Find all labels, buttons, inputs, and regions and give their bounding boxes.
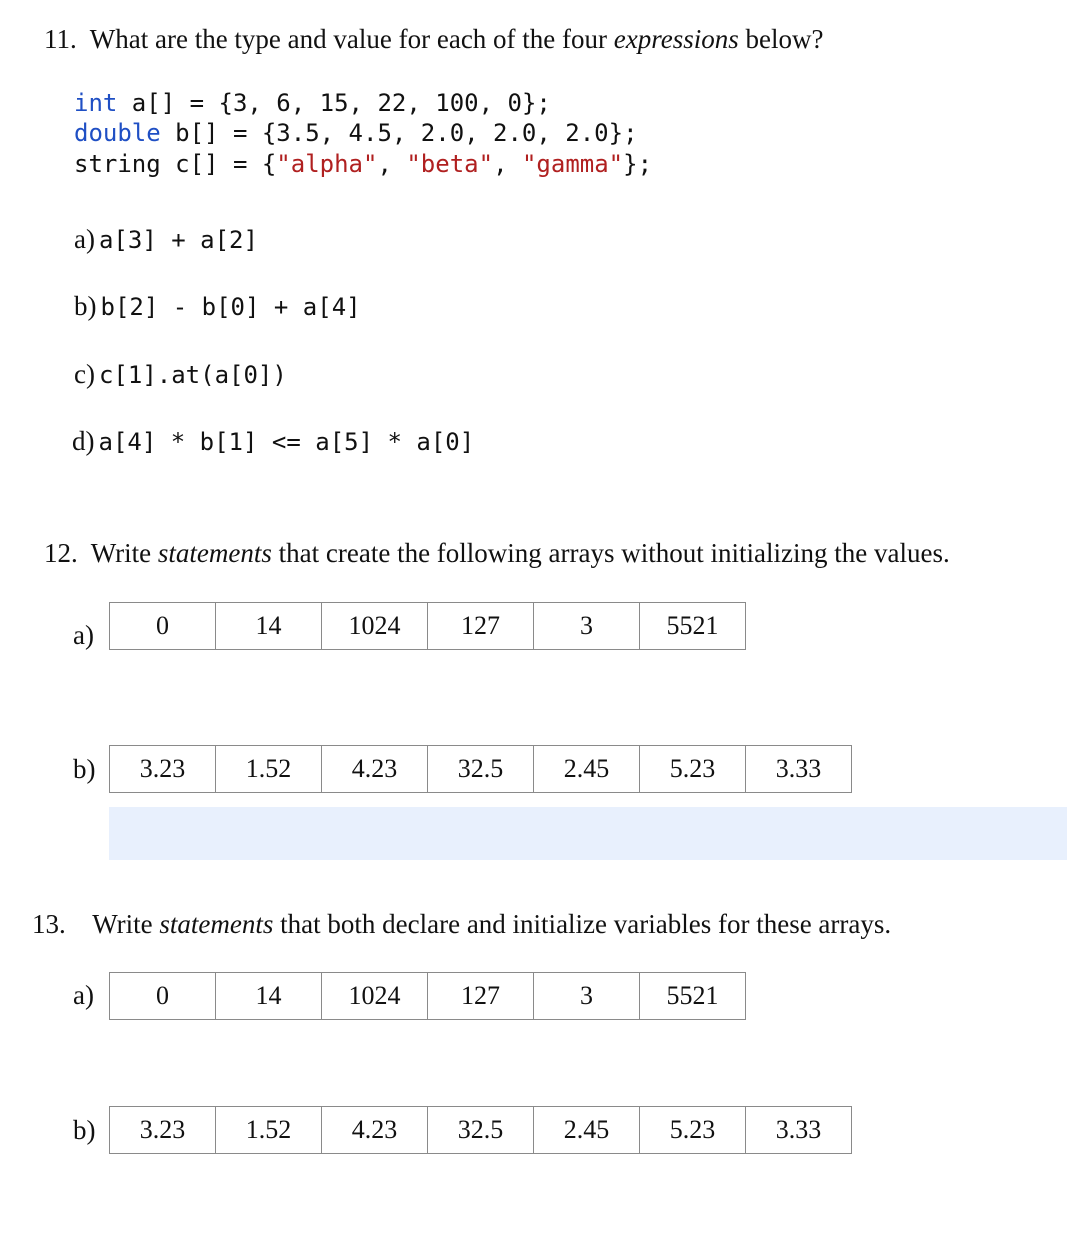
array-cell: 3.33 <box>746 745 852 793</box>
array-cell: 2.45 <box>534 1106 640 1154</box>
q13-number: 13. <box>32 909 66 939</box>
q12-text-after: that create the following arrays without initializing the values. <box>271 538 950 568</box>
part-label: b) <box>74 291 97 321</box>
q13-b-array <box>109 1106 852 1154</box>
q11-code-line-1 <box>74 89 551 117</box>
part-expression: a[4] * b[1] <= a[5] * a[0] <box>98 428 475 456</box>
array-cell: 1024 <box>322 602 428 650</box>
code-type-string: string <box>74 150 161 178</box>
q12-a-label: a) <box>73 620 94 650</box>
q13-text-em: statements <box>159 909 274 939</box>
part-label: a) <box>74 224 95 254</box>
code-line-3-rest-a: c[] = { <box>160 150 277 178</box>
array-cell: 32.5 <box>428 1106 534 1154</box>
array-cell: 5521 <box>640 972 746 1020</box>
q13-b-label: b) <box>73 1115 96 1145</box>
code-line-3-rest-b: }; <box>623 150 653 178</box>
array-cell: 1.52 <box>216 745 322 793</box>
q11-number: 11. <box>44 24 77 54</box>
q12-number: 12. <box>44 538 78 568</box>
array-cell: 4.23 <box>322 745 428 793</box>
q11-text-em: expressions <box>613 24 739 54</box>
array-cell: 3.33 <box>746 1106 852 1154</box>
q13-a-array <box>109 972 746 1020</box>
q11-code-line-2 <box>74 119 638 147</box>
q11-heading <box>44 24 823 55</box>
part-expression: a[3] + a[2] <box>98 226 258 254</box>
array-cell: 14 <box>216 972 322 1020</box>
array-cell: 127 <box>428 602 534 650</box>
q13-text-after: that both declare and initialize variables for these arrays. <box>273 909 892 939</box>
code-line-2-rest: b[] = {3.5, 4.5, 2.0, 2.0, 2.0}; <box>160 119 638 147</box>
q12-b-array <box>109 745 852 793</box>
part-label: d) <box>72 426 95 456</box>
q12-a-array <box>109 602 746 650</box>
array-cell: 3.23 <box>110 1106 216 1154</box>
part-expression: c[1].at(a[0]) <box>98 361 287 389</box>
array-cell: 3.23 <box>110 745 216 793</box>
q13-a-label: a) <box>73 980 94 1010</box>
q11-part-a <box>74 224 258 255</box>
array-cell: 0 <box>110 972 216 1020</box>
code-type-double: double <box>74 119 161 147</box>
part-label: c) <box>74 359 95 389</box>
code-type-int: int <box>74 89 118 117</box>
part-expression: b[2] - b[0] + a[4] <box>100 293 361 321</box>
code-sep-1: , <box>377 150 407 178</box>
array-cell: 3 <box>534 972 640 1020</box>
q13-heading <box>32 909 891 940</box>
array-cell: 3 <box>534 602 640 650</box>
q11-part-b <box>74 291 361 322</box>
array-cell: 1.52 <box>216 1106 322 1154</box>
q12-heading <box>44 538 950 569</box>
array-cell: 4.23 <box>322 1106 428 1154</box>
q12-text-em: statements <box>157 538 272 568</box>
code-string-gamma: "gamma" <box>521 150 624 178</box>
array-cell: 127 <box>428 972 534 1020</box>
q11-text-before: What are the type and value for each of the four <box>89 24 614 54</box>
q11-part-c <box>74 359 287 390</box>
array-cell: 5.23 <box>640 745 746 793</box>
array-cell: 2.45 <box>534 745 640 793</box>
q12-b-label: b) <box>73 754 96 784</box>
array-cell: 5.23 <box>640 1106 746 1154</box>
q13-text-before: Write <box>92 909 160 939</box>
q11-code-line-3 <box>74 150 652 178</box>
code-line-1-rest: a[] = {3, 6, 15, 22, 100, 0}; <box>117 89 551 117</box>
code-sep-2: , <box>493 150 522 178</box>
array-cell: 14 <box>216 602 322 650</box>
array-cell: 5521 <box>640 602 746 650</box>
answer-highlight-region <box>109 807 1067 860</box>
array-cell: 32.5 <box>428 745 534 793</box>
code-string-alpha: "alpha" <box>276 150 378 178</box>
array-cell: 0 <box>110 602 216 650</box>
q11-part-d <box>72 426 474 457</box>
array-cell: 1024 <box>322 972 428 1020</box>
code-string-beta: "beta" <box>406 150 494 178</box>
q12-text-before: Write <box>90 538 158 568</box>
q11-text-after: below? <box>738 24 824 54</box>
